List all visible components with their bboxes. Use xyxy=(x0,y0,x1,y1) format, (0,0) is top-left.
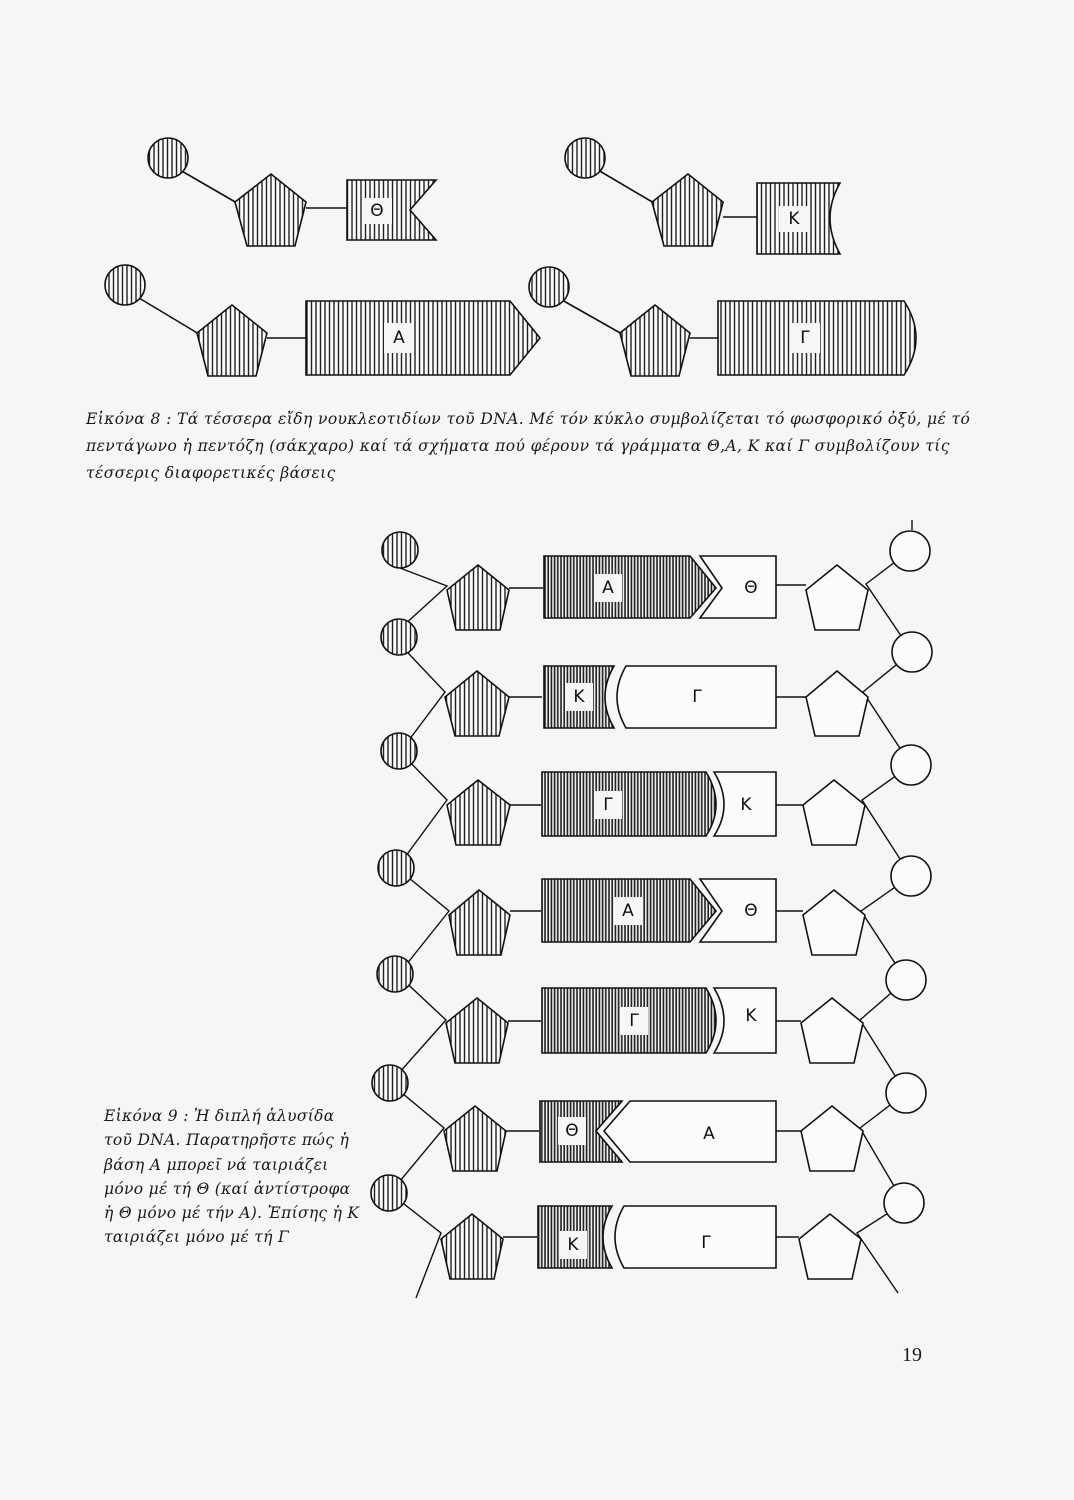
nucleotide-theta xyxy=(148,138,436,246)
right-base-label: Κ xyxy=(745,1006,757,1026)
left-base-label: Γ xyxy=(629,1011,639,1031)
pentose-pentagon xyxy=(197,305,267,376)
pentose-pentagon xyxy=(620,305,690,376)
page-number: 19 xyxy=(902,1344,922,1366)
left-base-label: Γ xyxy=(603,795,613,815)
right-base-label: Κ xyxy=(740,795,752,815)
base-label: Κ xyxy=(788,209,800,229)
base-label: Α xyxy=(393,328,405,348)
base-label: Γ xyxy=(800,328,810,348)
pentose-pentagon xyxy=(235,174,306,246)
figure9-right-links xyxy=(776,585,806,1237)
left-base-label: Κ xyxy=(567,1235,579,1255)
phosphate-circle xyxy=(529,267,569,307)
right-base-label: Γ xyxy=(692,687,702,707)
right-base-label: Α xyxy=(703,1124,715,1144)
base-alpha-shape xyxy=(306,301,540,375)
figure9-left-phosphates xyxy=(371,532,418,1211)
right-base-label: Θ xyxy=(744,578,758,598)
left-base-label: Α xyxy=(622,901,634,921)
base-pair-row-1 xyxy=(544,556,776,618)
left-base-label: Α xyxy=(602,578,614,598)
figure9-caption: Εἰκόνα 9 : Ἡ διπλή ἁλυσίδα τοῦ DNA. Παρατηρῆστε πώς ἡ βάση Α μπορεῖ νά ταιριάζει μόνο μέ τή Θ (καί ἀντίστροφα ἡ Θ μόνο μέ τήν Α). Ἐπίσης ἡ Κ ταιριάζει μόνο μέ τή Γ xyxy=(104,1107,360,1247)
base-pair-row-4 xyxy=(542,879,776,942)
base-pair-row-5 xyxy=(542,988,776,1053)
right-base-label: Θ xyxy=(744,901,758,921)
pentose-pentagon xyxy=(652,174,723,246)
left-base-label: Κ xyxy=(573,687,585,707)
base-label: Θ xyxy=(370,201,384,221)
nucleotide-kappa xyxy=(565,138,840,254)
nucleotide-alpha xyxy=(105,265,540,376)
figure9-right-sugars xyxy=(799,565,868,1279)
nucleotide-gamma xyxy=(529,267,916,376)
figure9-right-phosphates xyxy=(884,531,932,1223)
phosphate-circle xyxy=(565,138,605,178)
figure9-left-links xyxy=(503,588,543,1237)
phosphate-circle xyxy=(148,138,188,178)
figure9-left-sugars xyxy=(441,565,510,1279)
right-base-label: Γ xyxy=(701,1233,711,1253)
left-base-label: Θ xyxy=(565,1121,579,1141)
figure8-caption: Εἰκόνα 8 : Τά τέσσερα εἴδη νουκλεοτιδίων τοῦ DNA. Μέ τόν κύκλο συμβολίζεται τό φωσφορικό ὀξύ, μέ τό πεντάγωνο ἡ πεντόζη (σάκχαρο) καί τά σχήματα πού φέρουν τά γράμματα Θ,Α, Κ καί Γ συμβολίζουν τίς τέσσερις διαφορετικές βάσεις xyxy=(86,410,971,482)
phosphate-circle xyxy=(105,265,145,305)
